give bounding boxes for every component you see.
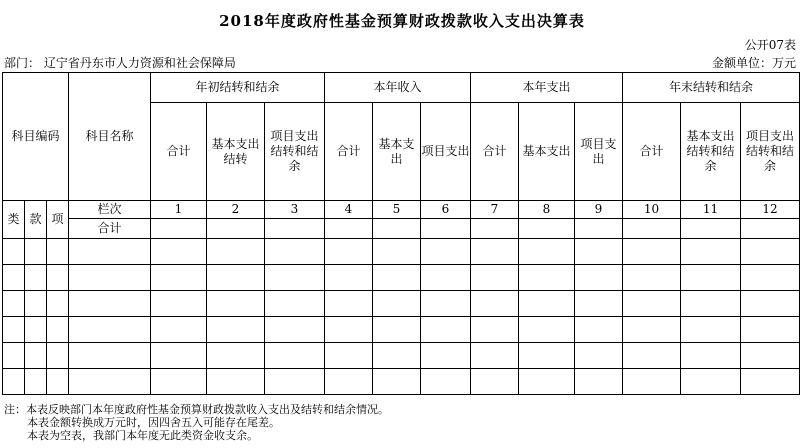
budget-table: [2, 72, 800, 395]
empty-cell: [741, 265, 800, 291]
empty-cell: [373, 291, 421, 317]
empty-cell: [623, 291, 681, 317]
empty-cell: [151, 219, 207, 239]
kuan-header: 款: [25, 201, 47, 239]
empty-cell: [373, 317, 421, 343]
empty-cell: [681, 369, 741, 395]
empty-cell: [575, 369, 623, 395]
empty-cell: [421, 291, 471, 317]
empty-cell: [519, 291, 575, 317]
group-header-expense: 本年支出: [471, 73, 623, 103]
empty-cell: [151, 291, 207, 317]
empty-cell: [471, 291, 519, 317]
empty-cell: [47, 265, 69, 291]
sub-header: 基本支出: [373, 103, 421, 201]
empty-cell: [25, 343, 47, 369]
sub-header: 项目支出: [421, 103, 471, 201]
empty-cell: [421, 317, 471, 343]
sub-header: 合计: [325, 103, 373, 201]
table-row: [3, 291, 800, 317]
empty-cell: [623, 317, 681, 343]
empty-cell: [741, 369, 800, 395]
empty-cell: [3, 265, 25, 291]
empty-cell: [519, 219, 575, 239]
empty-cell: [623, 343, 681, 369]
sub-header: 基本支出: [519, 103, 575, 201]
subject-name-header: 科目名称: [69, 73, 151, 201]
empty-cell: [471, 317, 519, 343]
row-number-cell: 10: [623, 201, 681, 219]
lei-header: 类: [3, 201, 25, 239]
empty-cell: [421, 369, 471, 395]
empty-cell: [207, 343, 265, 369]
empty-cell: [25, 291, 47, 317]
empty-cell: [69, 291, 151, 317]
empty-cell: [421, 265, 471, 291]
empty-cell: [373, 239, 421, 265]
row-number-cell: 6: [421, 201, 471, 219]
empty-cell: [325, 369, 373, 395]
sub-header: 合计: [623, 103, 681, 201]
empty-cell: [741, 239, 800, 265]
empty-cell: [681, 239, 741, 265]
empty-cell: [575, 343, 623, 369]
empty-cell: [265, 265, 325, 291]
empty-cell: [151, 239, 207, 265]
row-number-cell: 2: [207, 201, 265, 219]
empty-cell: [151, 369, 207, 395]
empty-cell: [623, 219, 681, 239]
empty-cell: [69, 317, 151, 343]
empty-cell: [741, 317, 800, 343]
empty-cell: [681, 343, 741, 369]
group-header-closing: 年末结转和结余: [623, 73, 800, 103]
total-label: 合计: [69, 219, 151, 239]
empty-cell: [741, 219, 800, 239]
empty-cell: [373, 343, 421, 369]
empty-cell: [681, 219, 741, 239]
empty-cell: [623, 239, 681, 265]
empty-cell: [575, 265, 623, 291]
empty-cell: [151, 265, 207, 291]
row-number-cell: 11: [681, 201, 741, 219]
table-row: [3, 265, 800, 291]
empty-cell: [25, 239, 47, 265]
empty-cell: [325, 265, 373, 291]
row-number-label: 栏次: [69, 201, 151, 219]
note-line: 本表金额转换成万元时，因四舍五入可能存在尾差。: [27, 416, 280, 429]
empty-cell: [373, 265, 421, 291]
empty-cell: [681, 265, 741, 291]
sub-header: 基本支出结转和结余: [681, 103, 741, 201]
table-number: 公开07表: [744, 38, 796, 52]
empty-cell: [421, 343, 471, 369]
empty-cell: [207, 239, 265, 265]
empty-cell: [471, 343, 519, 369]
empty-cell: [325, 317, 373, 343]
sub-header: 合计: [151, 103, 207, 201]
empty-cell: [265, 219, 325, 239]
empty-cell: [3, 369, 25, 395]
empty-cell: [265, 291, 325, 317]
note-line: 注：本表反映部门本年度政府性基金预算财政拨款收入支出及结转和结余情况。: [4, 403, 389, 416]
empty-cell: [265, 239, 325, 265]
empty-cell: [421, 239, 471, 265]
empty-cell: [47, 291, 69, 317]
empty-cell: [25, 369, 47, 395]
empty-cell: [25, 265, 47, 291]
empty-cell: [325, 239, 373, 265]
empty-cell: [623, 369, 681, 395]
table-row: [3, 239, 800, 265]
empty-cell: [471, 265, 519, 291]
empty-cell: [207, 219, 265, 239]
empty-cell: [325, 219, 373, 239]
empty-cell: [373, 219, 421, 239]
empty-cell: [421, 219, 471, 239]
empty-cell: [69, 265, 151, 291]
empty-cell: [575, 317, 623, 343]
empty-cell: [471, 369, 519, 395]
empty-cell: [265, 317, 325, 343]
row-number-cell: 3: [265, 201, 325, 219]
empty-cell: [207, 369, 265, 395]
amount-unit: 金额单位：万元: [711, 56, 796, 70]
sub-header: 基本支出结转: [207, 103, 265, 201]
empty-cell: [575, 239, 623, 265]
row-number-cell: 5: [373, 201, 421, 219]
group-header-income: 本年收入: [325, 73, 471, 103]
empty-cell: [471, 239, 519, 265]
empty-cell: [519, 239, 575, 265]
table-row: [3, 369, 800, 395]
group-header-opening: 年初结转和结余: [151, 73, 325, 103]
xiang-header: 项: [47, 201, 69, 239]
row-number-cell: 7: [471, 201, 519, 219]
sub-header: 项目支出: [575, 103, 623, 201]
department-label: 部门： 辽宁省丹东市人力资源和社会保障局: [4, 56, 236, 70]
empty-cell: [3, 343, 25, 369]
empty-cell: [471, 219, 519, 239]
empty-cell: [575, 219, 623, 239]
empty-cell: [151, 317, 207, 343]
row-number-cell: 12: [741, 201, 800, 219]
empty-cell: [3, 317, 25, 343]
subject-code-header: 科目编码: [3, 73, 69, 201]
empty-cell: [519, 317, 575, 343]
empty-cell: [575, 291, 623, 317]
empty-cell: [69, 343, 151, 369]
empty-cell: [741, 343, 800, 369]
empty-cell: [25, 317, 47, 343]
empty-cell: [681, 317, 741, 343]
empty-cell: [3, 291, 25, 317]
row-number-cell: 8: [519, 201, 575, 219]
empty-cell: [47, 369, 69, 395]
empty-cell: [207, 265, 265, 291]
note-line: 本表为空表，我部门本年度无此类资金收支余。: [27, 429, 258, 442]
empty-cell: [519, 369, 575, 395]
row-number-cell: 1: [151, 201, 207, 219]
empty-cell: [623, 265, 681, 291]
empty-cell: [47, 239, 69, 265]
empty-cell: [151, 343, 207, 369]
empty-cell: [519, 343, 575, 369]
empty-cell: [265, 369, 325, 395]
sub-header: 项目支出结转和结余: [265, 103, 325, 201]
empty-cell: [265, 343, 325, 369]
empty-cell: [207, 317, 265, 343]
sub-header: 合计: [471, 103, 519, 201]
table-row: [3, 343, 800, 369]
empty-cell: [325, 291, 373, 317]
table-row: [3, 317, 800, 343]
empty-cell: [681, 291, 741, 317]
empty-cell: [47, 343, 69, 369]
empty-cell: [519, 265, 575, 291]
sub-header: 项目支出结转和结余: [741, 103, 800, 201]
row-number-cell: 9: [575, 201, 623, 219]
empty-cell: [741, 291, 800, 317]
empty-cell: [373, 369, 421, 395]
notes-block: [4, 403, 389, 442]
report-title: 2018年度政府性基金预算财政拨款收入支出决算表: [219, 12, 585, 30]
empty-cell: [207, 291, 265, 317]
empty-cell: [3, 239, 25, 265]
row-number-cell: 4: [325, 201, 373, 219]
empty-cell: [325, 343, 373, 369]
empty-cell: [69, 369, 151, 395]
empty-cell: [47, 317, 69, 343]
empty-cell: [69, 239, 151, 265]
